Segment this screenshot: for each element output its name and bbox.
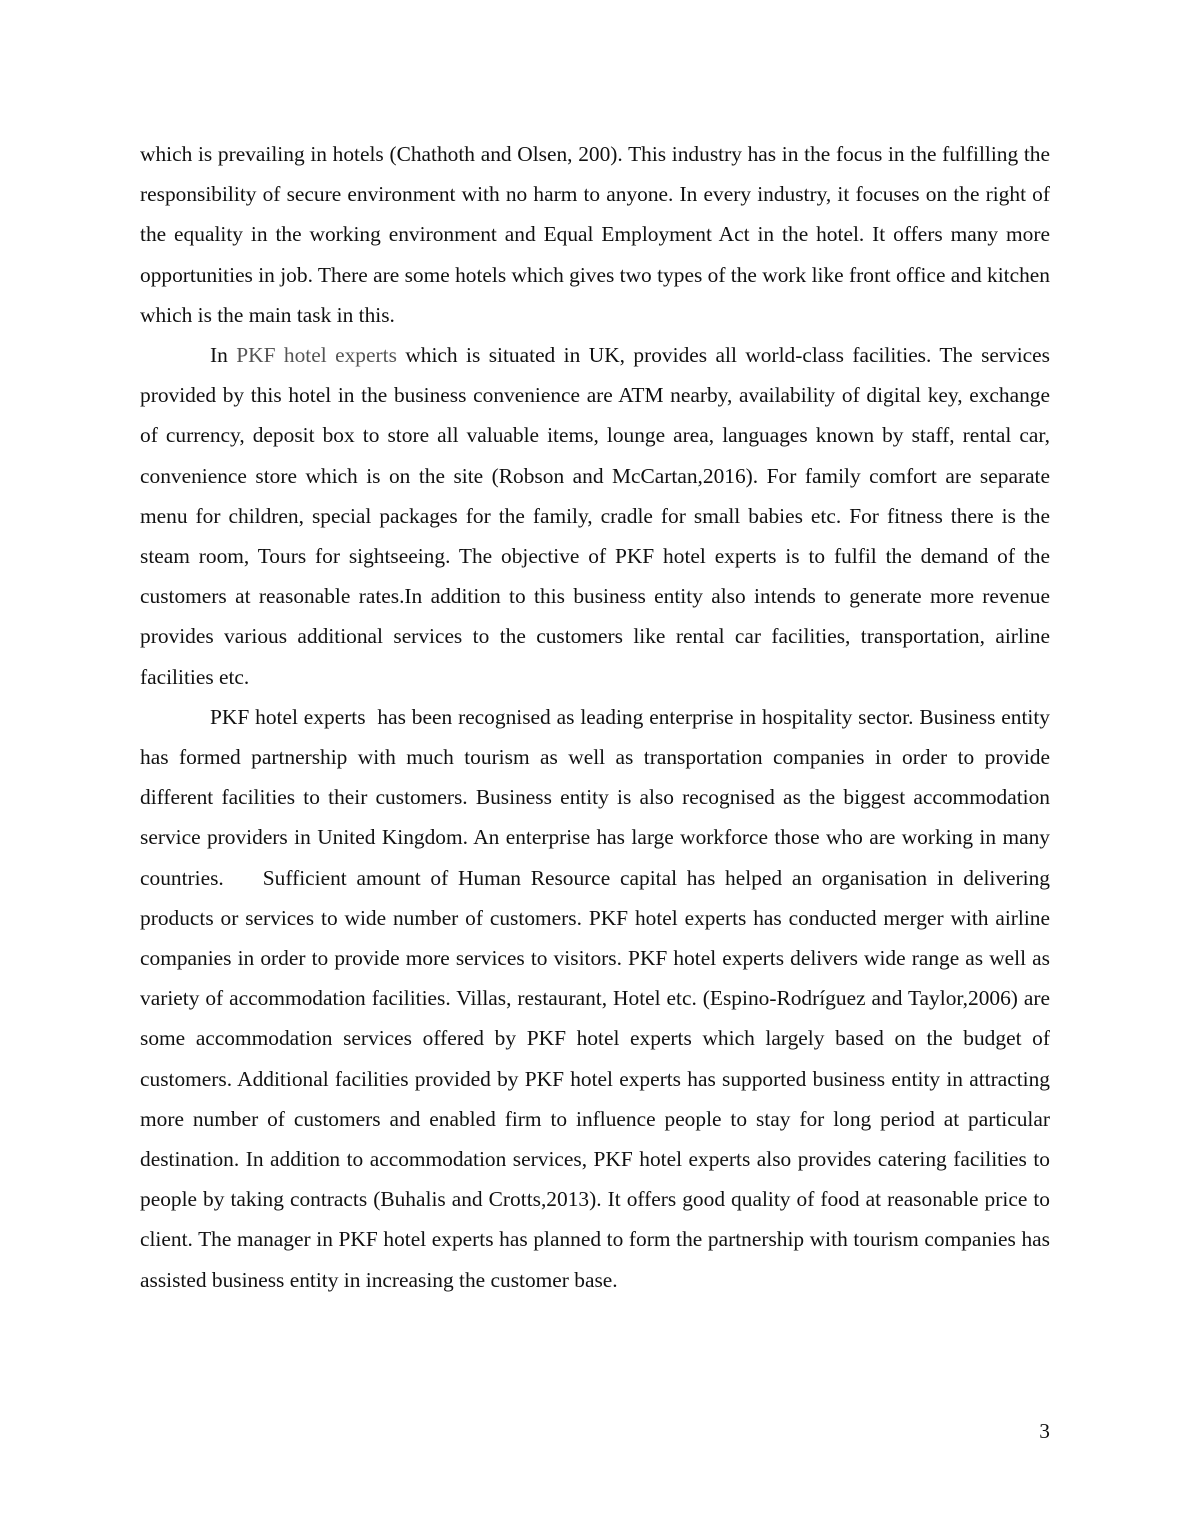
body-text [140, 134, 1056, 1300]
company-name-highlight: PKF hotel experts [236, 343, 397, 368]
paragraph-2-text: which is situated in UK, provides all world-class facilities. The services provided by this hotel in the business convenience are ATM nearby, availability of digital key, exchange of currency, deposit box to store all valuable items, lounge area, languages known by staff, rental car, convenience store which is on the site (Robson and McCartan,2016). For family comfort are separate menu for children, special packages for the family, cradle for small babies etc. For fitness there is the steam room, Tours for sightseeing. The objective of PKF hotel experts is to fulfil the demand of the customers at reasonable rates.In addition to this business entity also intends to generate more revenue provides various additional services to the customers like rental car facilities, transportation, airline facilities etc. [140, 343, 1050, 689]
paragraph-3-text: PKF hotel experts has been recognised as leading enterprise in hospitality sector. Business entity has formed partnership with much tourism as well as transportation companies in order to provide different facilities to their customers. Business entity is also recognised as the biggest accommodation service providers in United Kingdom. An enterprise has large workforce those who are working in many countries. Sufficient amount of Human Resource capital has helped an organisation in delivering products or services to wide number of customers. PKF hotel experts has conducted merger with airline companies in order to provide more services to visitors. PKF hotel experts delivers wide range as well as variety of accommodation facilities. Villas, restaurant, Hotel etc. (Espino-Rodríguez and Taylor,2006) are some accommodation services offered by PKF hotel experts which largely based on the budget of customers. Additional facilities provided by PKF hotel experts has supported business entity in attracting more number of customers and enabled firm to influence people to stay for long period at particular destination. In addition to accommodation services, PKF hotel experts also provides catering facilities to people by taking contracts (Buhalis and Crotts,2013). It offers good quality of food at reasonable price to client. The manager in PKF hotel experts has planned to form the partnership with tourism companies has assisted business entity in increasing the customer base. [140, 704, 1056, 1292]
paragraph-2 [140, 335, 1050, 697]
page-number: 3 [1039, 1419, 1050, 1443]
paragraph-2-prefix: In [210, 343, 237, 368]
paragraph-1-text: which is prevailing in hotels (Chathoth and Olsen, 200). This industry has in the focus in the fulfilling the responsibility of secure environment with no harm to anyone. In every industry, it focuses on the right of the equality in the working environment and Equal Employment Act in the hotel. It offers many more opportunities in job. There are some hotels which gives two types of the work like front office and kitchen which is the main task in this. [140, 142, 1050, 327]
paragraph-3 [140, 697, 1056, 1300]
paragraph-1 [140, 134, 1050, 335]
